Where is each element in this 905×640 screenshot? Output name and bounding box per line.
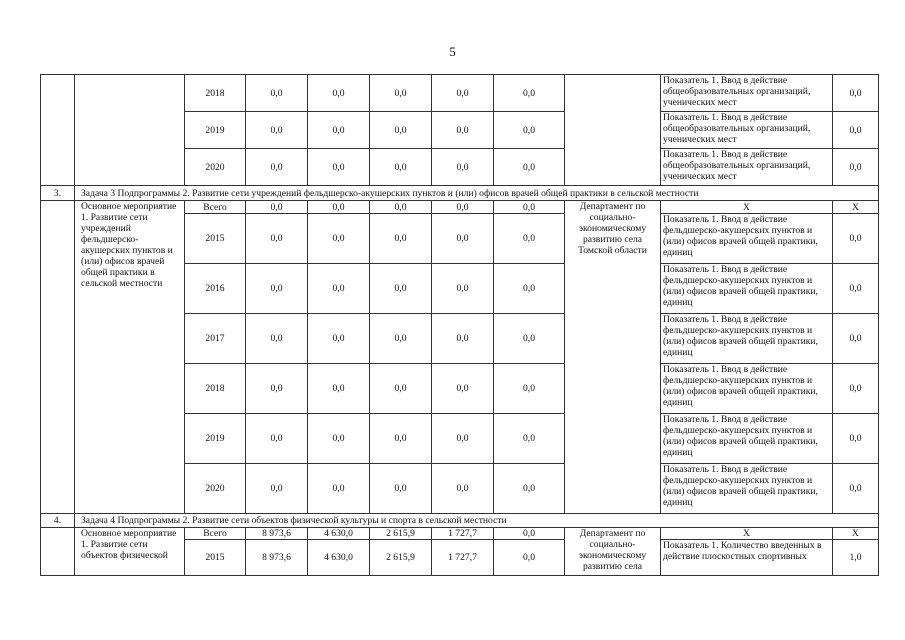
task-number: 3. xyxy=(41,186,75,201)
table-row: 2018 0,0 0,0 0,0 0,0 0,0 Показатель 1. Ввод в действие фельдшерско-акушерских пунктов и (или) офисов врачей общей практики, единиц 0,0 xyxy=(41,364,879,414)
table-row: 2020 0,0 0,0 0,0 0,0 0,0 Показатель 1. Ввод в действие общеобразовательных организаций, ученических мест 0,0 xyxy=(41,149,879,186)
table-row-total: Основное мероприятие 1. Развитие сети учреждений фельдшерско-акушерских пунктов и (или) офисов врачей общей практики в сельской местности Всего 0,0 0,0 0,0 0,0 0,0 Департамент по социально-экономическому развитию села Томской области Х Х xyxy=(41,201,879,214)
measure-description: Основное мероприятие 1. Развитие сети объектов физической xyxy=(75,528,185,576)
department: Департамент по социально-экономическому развитию села Томской области xyxy=(565,201,661,514)
table-row: 2015 8 973,6 4 630,0 2 615,9 1 727,7 0,0 Показатель 1. Количество введенных в действие плоскостных спортивных 1,0 xyxy=(41,540,879,576)
table-row: 2019 0,0 0,0 0,0 0,0 0,0 Показатель 1. Ввод в действие общеобразовательных организаций, ученических мест 0,0 xyxy=(41,112,879,149)
budget-table xyxy=(40,74,879,576)
measure-description: Основное мероприятие 1. Развитие сети учреждений фельдшерско-акушерских пунктов и (или) офисов врачей общей практики в сельской местности xyxy=(75,201,185,514)
table-row: 2018 0,0 0,0 0,0 0,0 0,0 Показатель 1. Ввод в действие общеобразовательных организаций, ученических мест 0,0 xyxy=(41,75,879,112)
department: Департамент по социально-экономическому развитию села xyxy=(565,528,661,576)
task-title: Задача 3 Подпрограммы 2. Развитие сети учреждений фельдшерско-акушерских пунктов и (или) офисов врачей общей практики в сельской местности xyxy=(75,186,879,201)
table-row: 2017 0,0 0,0 0,0 0,0 0,0 Показатель 1. Ввод в действие фельдшерско-акушерских пунктов и (или) офисов врачей общей практики, единиц 0,0 xyxy=(41,314,879,364)
task-header-row xyxy=(41,186,879,201)
table-row: 2015 0,0 0,0 0,0 0,0 0,0 Показатель 1. Ввод в действие фельдшерско-акушерских пунктов и (или) офисов врачей общей практики, единиц 0,0 xyxy=(41,214,879,264)
task-number: 4. xyxy=(41,514,75,528)
task-title: Задача 4 Подпрограммы 2. Развитие сети объектов физической культуры и спорта в сельской местности xyxy=(75,514,879,528)
table-row: 2019 0,0 0,0 0,0 0,0 0,0 Показатель 1. Ввод в действие фельдшерско-акушерских пунктов и (или) офисов врачей общей практики, единиц 0,0 xyxy=(41,414,879,464)
task-header-row xyxy=(41,514,879,528)
table-row: 2016 0,0 0,0 0,0 0,0 0,0 Показатель 1. Ввод в действие фельдшерско-акушерских пунктов и (или) офисов врачей общей практики, единиц 0,0 xyxy=(41,264,879,314)
page-number: 5 xyxy=(449,44,456,59)
table-row-total: Основное мероприятие 1. Развитие сети объектов физической Всего 8 973,6 4 630,0 2 615,9 1 727,7 0,0 Департамент по социально-экономическому развитию села Х Х xyxy=(41,528,879,540)
table-row: 2020 0,0 0,0 0,0 0,0 0,0 Показатель 1. Ввод в действие фельдшерско-акушерских пунктов и (или) офисов врачей общей практики, единиц 0,0 xyxy=(41,464,879,514)
